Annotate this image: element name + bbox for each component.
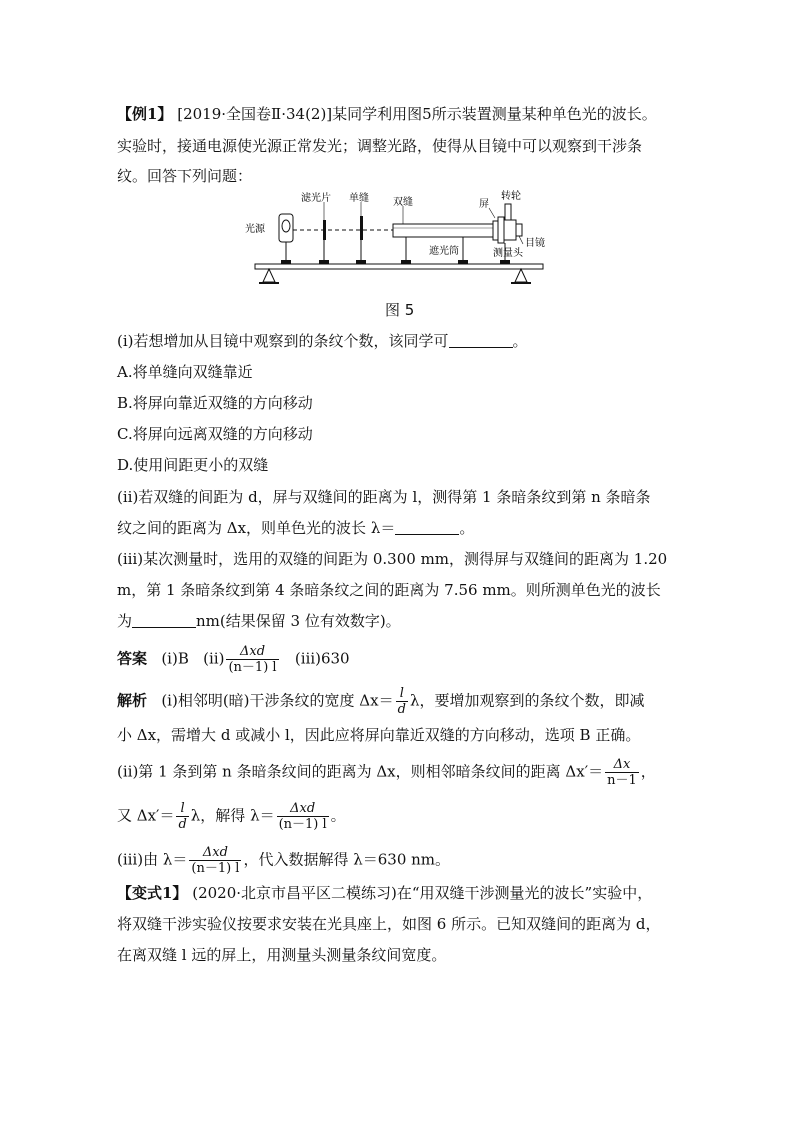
- q3-line2: m，第 1 条暗条纹到第 4 条暗条纹之间的距离为 7.56 mm。则所测单色光的波长: [117, 581, 661, 599]
- analysis-p3-fraction: $\frac{\text{Δxd}}{(n-1) l}$: [191, 845, 240, 876]
- q1-stem: (ⅰ)若想增加从目镜中观察到的条纹个数，该同学可: [117, 332, 449, 350]
- label-tube: 遮光筒: [429, 246, 459, 257]
- answer-1: (ⅰ)B: [161, 649, 189, 668]
- analysis-p2-fraction: $\frac{\Delta x}{n-1}$: [607, 757, 637, 788]
- q3-answer-blank: [132, 613, 196, 628]
- q2-answer-blank: [395, 520, 459, 535]
- lamp-bulb: [282, 220, 290, 232]
- label-filter: 滤光片: [301, 193, 331, 204]
- example1-text1: 某同学利用图5所示装置测量某种单色光的波长。: [332, 105, 657, 123]
- label-measuring-head: 测量头: [493, 248, 523, 259]
- q1-option-a: A.将单缝向双缝靠近: [117, 363, 253, 381]
- measuring-head: [504, 220, 516, 240]
- q2-line1: (ⅱ)若双缝的间距为 d，屏与双缝间的距离为 l，测得第 1 条暗条纹到第 n 条暗条: [117, 488, 651, 506]
- answer-label: 答案: [117, 649, 148, 668]
- q3-text: 为: [117, 612, 133, 630]
- filter-plate: [323, 220, 326, 240]
- q1-option-c: C.将屏向远离双缝的方向移动: [117, 425, 313, 443]
- bench-leg-left: [263, 269, 275, 282]
- example1-line1: [117, 104, 657, 124]
- variant1-line1: [117, 883, 652, 903]
- q3-line3: [117, 611, 401, 631]
- analysis-line5: [117, 845, 450, 876]
- analysis-p1-text2: λ，要增加观察到的条纹个数，即减: [409, 691, 645, 710]
- light-tube: [393, 224, 493, 237]
- bench-rail: [255, 264, 543, 269]
- q3-line1: (ⅲ)某次测量时，选用的双缝的间距为 0.300 mm，测得屏与双缝间的距离为 1.20: [117, 550, 668, 568]
- analysis-line1: [117, 686, 644, 717]
- analysis-p2c-fraction: $\frac{\text{Δxd}}{(n-1) l}$: [278, 801, 327, 832]
- analysis-p3-text2: ，代入数据解得 λ＝630 nm。: [243, 850, 451, 869]
- figure-caption: 图 5: [385, 301, 415, 319]
- analysis-p2-end: ，: [640, 762, 656, 781]
- q2-text: 纹之间的距离为 Δx，则单色光的波长 λ＝: [117, 519, 396, 537]
- q1-option-b: B.将屏向靠近双缝的方向移动: [117, 394, 313, 412]
- analysis-p3-text: (ⅲ)由 λ＝: [117, 850, 188, 869]
- analysis-p2-text: (ⅱ)第 1 条到第 n 条暗条纹间的距离为 Δx，则相邻暗条纹间的距离 Δx′＝: [117, 762, 604, 781]
- example1-line2: 实验时，接通电源使光源正常发光；调整光路，使得从目镜中可以观察到干涉条: [117, 137, 643, 155]
- label-screen: 屏: [479, 199, 489, 210]
- q1-end: 。: [512, 332, 528, 350]
- answer-2-label: (ⅱ): [203, 649, 225, 668]
- analysis-p1-fraction: $\frac{l}{d}$: [397, 686, 406, 717]
- label-turntable: 转轮: [501, 191, 521, 202]
- optical-bench-figure: [243, 188, 555, 292]
- analysis-line3: [117, 757, 656, 788]
- single-slit-plate: [360, 216, 363, 240]
- turntable-wheel: [498, 217, 504, 243]
- q2-line2: [117, 518, 474, 538]
- q2-end: 。: [459, 519, 475, 537]
- analysis-p2b-fraction: $\frac{l}{d}$: [178, 801, 187, 832]
- example1-source: [2019·全国卷Ⅱ·34(2)]: [177, 105, 333, 123]
- q1-answer-blank: [449, 333, 513, 348]
- screen-plate: [493, 221, 498, 240]
- label-eyepiece: 目镜: [525, 238, 545, 249]
- analysis-p2b-text: 又 Δx′＝: [117, 806, 175, 825]
- variant1-tag: 【变式1】: [117, 884, 188, 902]
- answer-line: [117, 644, 350, 675]
- analysis-p1-text: (ⅰ)相邻明(暗)干涉条纹的宽度 Δx＝: [161, 691, 394, 710]
- variant1-text1: (2020·北京市昌平区二模练习)在“用双缝干涉测量光的波长”实验中，: [192, 884, 653, 902]
- analysis-p2c-text: λ，解得 λ＝: [190, 806, 275, 825]
- q1-option-d: D.使用间距更小的双缝: [117, 456, 269, 474]
- variant1-line3: 在离双缝 l 远的屏上，用测量头测量条纹间宽度。: [117, 946, 447, 964]
- analysis-line2: 小 Δx，需增大 d 或减小 l，因此应将屏向靠近双缝的方向移动，选项 B 正确。: [117, 726, 641, 744]
- answer-2-fraction: $\frac{\text{Δxd}}{(n-1) l}$: [228, 644, 277, 675]
- label-double-slit: 双缝: [393, 197, 413, 208]
- label-light-source: 光源: [245, 224, 265, 235]
- analysis-label: 解析: [117, 691, 148, 710]
- bench-leg-right: [515, 269, 527, 282]
- label-single-slit: 单缝: [349, 193, 369, 204]
- analysis-line4: [117, 801, 346, 832]
- answer-3: (ⅲ)630: [294, 649, 350, 668]
- analysis-p2c-end: 。: [330, 806, 346, 825]
- q1-stem-line: [117, 331, 528, 351]
- example1-line3: 纹。回答下列问题：: [117, 167, 253, 185]
- eyepiece: [516, 224, 522, 236]
- variant1-line2: 将双缝干涉实验仪按要求安装在光具座上，如图 6 所示。已知双缝间的距离为 d，: [117, 915, 661, 933]
- example1-tag: 【例1】: [117, 105, 173, 123]
- q3-end: nm(结果保留 3 位有效数字)。: [196, 612, 401, 630]
